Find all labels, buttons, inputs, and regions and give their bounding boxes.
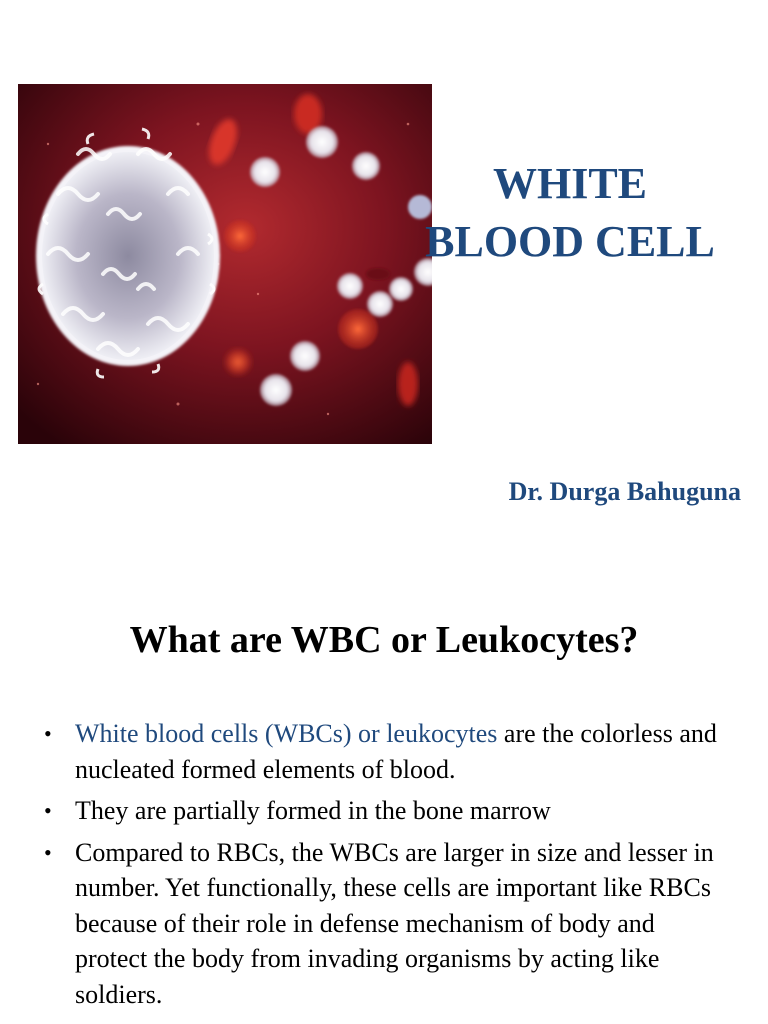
bullet-text: They are partially formed in the bone marrow <box>75 796 551 825</box>
bullet-text: are the colorless and nucleated formed elements of blood. <box>75 719 717 784</box>
title-line-1: WHITE <box>492 159 648 208</box>
bullet-icon: • <box>44 721 52 746</box>
content-slide <box>0 580 768 1024</box>
slide-title <box>402 155 738 271</box>
highlighted-term: White blood cells (WBCs) or leukocytes <box>75 719 498 748</box>
bullet-list <box>0 716 768 1018</box>
bullet-text: Compared to RBCs, the WBCs are larger in size and lesser in number. Yet functionally, these cells are important like RBCs because of their role in defense mechanism of body and protect the body from invading organisms by acting like soldiers. <box>75 837 714 1009</box>
bullet-item-1 <box>0 716 768 787</box>
bullet-item-3 <box>0 835 768 1013</box>
bullet-icon: • <box>44 839 52 865</box>
white-blood-cell-image <box>18 84 432 444</box>
bullet-item-2 <box>0 793 768 829</box>
section-heading: What are WBC or Leukocytes? <box>129 619 639 661</box>
author-name: Dr. Durga Bahuguna <box>508 477 741 506</box>
title-line-2: BLOOD CELL <box>425 217 715 266</box>
bullet-icon: • <box>44 798 52 823</box>
